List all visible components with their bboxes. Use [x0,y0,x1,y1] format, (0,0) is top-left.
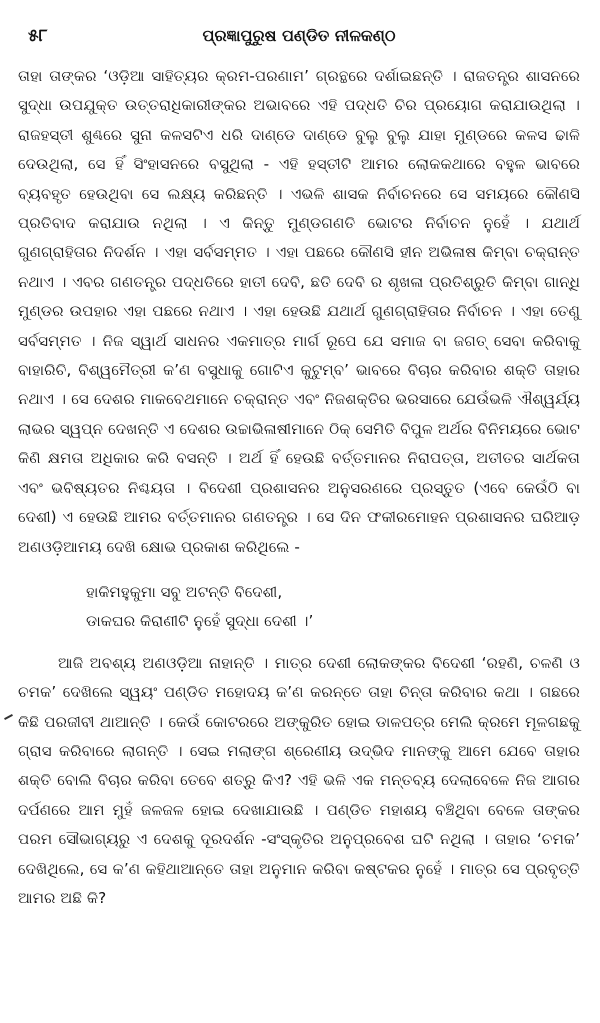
body-text [18,62,580,913]
running-title: ପ୍ରଜ୍ଞାପୁରୁଷ ପଣ୍ଡିତ ନୀଳକଣ୍ଠ [202,26,396,45]
page-header [18,22,580,54]
verse-line: ଡାକଘର କିରାଣୀଟି ନୁହେଁ ସୁଦ୍ଧା ଦେଶୀ ।’ [86,612,314,631]
quoted-verse [18,578,580,637]
paragraph: ତାହା ତାଙ୍କର ‘ଓଡ଼ିଆ ସାହିତ୍ୟର କ୍ରମ-ପରଣାମ’ ଗ୍ରନ୍ଥରେ ଦର୍ଶାଇଛନ୍ତି । ରାଜତନ୍ତ୍ର ଶାସନରେ ସୁଦ୍ଧା ଉପଯୁକ୍ତ ଉତ୍ତରାଧିକାରୀଙ୍କର ଅଭାବରେ ଏହି ପଦ୍ଧତି ଚିର ପ୍ରୟୋଗ କରାଯାଉଥିଲା । ରାଜହସ୍ତୀ ଶୁଣ୍ଢରେ ସୁନା କଳସଟିଏ ଧରି ଦାଣ୍ଡେ ଦାଣ୍ଡେ ବୁଲୁ ବୁଲୁ ଯାହା ମୁଣ୍ଡରେ କଳସ ଢାଳି ଦେଉଥିଲା, ସେ ହିଁ ସିଂହାସନରେ ବସୁଥିଲା - ଏହି ହସ୍ତୀଟି ଆମର ଲୋକକଥାରେ ବହୁଳ ଭାବରେ ବ୍ୟବହୃତ ହେଉଥିବା ସେ ଲକ୍ଷ୍ୟ କରିଛନ୍ତି । ଏଭଳି ଶାସକ ନିର୍ବାଚନରେ ସେ ସମୟରେ କୌଣସି ପ୍ରତିବାଦ କରାଯାଉ ନଥିଲା । ଏ କିନ୍ତୁ ମୁଣ୍ଡଗଣତି ଭୋଟର ନିର୍ବାଚନ ନୁହେଁ । ଯଥାର୍ଥ ଗୁଣଗ୍ରାହିତାର ନିଦର୍ଶନ । ଏହା ସର୍ବସମ୍ମତ । ଏହା ପଛରେ କୌଣସି ହୀନ ଅଭିଳାଷ କିମ୍ବା ଚକ୍ରାନ୍ତ ନଥାଏ । ଏବର ଗଣତନ୍ତ୍ର ପଦ୍ଧତିରେ ହାତୀ ଦେବି, ଛତି ଦେବି ର ଶୃଖଳା ପ୍ରତିଶ୍ରୁତି କିମ୍ବା ଗାନ୍ଧି ମୁଣ୍ଡର ଉପହାର ଏହା ପଛରେ ନଥାଏ । ଏହା ହେଉଛି ଯଥାର୍ଥ ଗୁଣଗ୍ରାହିତାର ନିର୍ବାଚନ । ଏହା ତେଣୁ ସର୍ବସମ୍ମତ । ନିଜ ସ୍ୱାର୍ଥ ସାଧନର ଏକମାତ୍ର ମାର୍ଗ ରୂପେ ଯେ ସମାଜ ବା ଜଗତ୍ ସେବା କରିବାକୁ ବାହାରିଚି, ବିଶ୍ୱମୈତ୍ରୀ କ’ଣ ବସୁଧାକୁ ଗୋଟିଏ କୁଟୁମ୍ବ’ ଭାବରେ ବିଚାର କରିବାର ଶକ୍ତି ତାହାର ନଥାଏ । ସେ ଦେଶର ମାକବେଥମାନେ ଚକ୍ରାନ୍ତ ଏବଂ ନିଜଶକ୍ତିର ଭରସାରେ ଯେଉଁଭଳି ଐଶ୍ୱର୍ଯ୍ୟ ଲାଭର ସ୍ୱପ୍ନ ଦେଖନ୍ତି ଏ ଦେଶର ଉଚ୍ଚାଭିଳାଷୀମାନେ ଠିକ୍ ସେମିତି ବିପୁଳ ଅର୍ଥର ବିନିମୟରେ ଭୋଟ କିଣି କ୍ଷମତା ଅଧିକାର କରି ବସନ୍ତି । ଅର୍ଥ ହିଁ ହେଉଛି ବର୍ତ୍ତମାନର ନିରାପତ୍ତା, ଅତୀତର ସାର୍ଥକତା ଏବଂ ଭବିଷ୍ୟତର ନିଶ୍ଚୟତା । ବିଦେଶୀ ପ୍ରଶାସନର ଅନୁସରଣରେ ପ୍ରସ୍ତୁତ (ଏବେ କେଉଁଠି ବା ଦେଶୀ) ଏ ହେଉଛି ଆମର ବର୍ତ୍ତମାନର ଗଣତନ୍ତ୍ର । ସେ ଦିନ ଫକୀରମୋହନ ପ୍ରଶାସନର ଘରିଆଡ଼ ଅଣଓଡ଼ିଆମୟ ଦେଖି କ୍ଷୋଭ ପ୍ରକାଶ କରିଥିଲେ - [18,67,580,556]
page-number: ୫୮ [28,26,48,46]
margin-mark [4,714,13,720]
paragraph: ଆଜି ଅବଶ୍ୟ ଅଣଓଡ଼ିଆ ନାହାନ୍ତି । ମାତ୍ର ଦେଶୀ ଲୋକଙ୍କର ବିଦେଶୀ ‘ରହଣି, ଚଳଣି ଓ ଚମକ’ ଦେଖିଲେ ସ୍ୱୟଂ ପଣ୍ଡିତ ମହୋଦୟ କ’ଣ କରନ୍ତେ ତାହା ଚିନ୍ତା କରିବାର କଥା । ଗଛରେ କିଛି ପରଜୀବୀ ଥାଆନ୍ତି । କେଉଁ କୋଟରରେ ଅଙ୍କୁରିତ ହୋଇ ଡାଳପତ୍ର ମେଲି କ୍ରମେ ମୂଳଗଛକୁ ଗ୍ରାସ କରିବାରେ ଲାଗନ୍ତି । ସେଇ ମଲାଙ୍ଗ ଶ୍ରେଣୀୟ ଉଦ୍ଭିଦ ମାନଙ୍କୁ ଆମେ ଯେବେ ତାହାର ଶକ୍ତି ବୋଲି ବିଚାର କରିବା ତେବେ ଶତ୍ରୁ କିଏ? ଏହି ଭଳି ଏକ ମନ୍ତବ୍ୟ ଦେଲାବେଳେ ନିଜ ଆଗର ଦର୍ପଣରେ ଆମ ମୁହଁ ଜଳଜଳ ହୋଇ ଦେଖାଯାଉଛି । ପଣ୍ଡିତ ମହାଶୟ ବଞ୍ଚିଥିବା ବେଳେ ତାଙ୍କର ପରମ ସୌଭାଗ୍ୟରୁ ଏ ଦେଶକୁ ଦୂରଦର୍ଶନ -ସଂସ୍କୃତିର ଅନୁପ୍ରବେଶ ଘଟି ନଥିଲା । ତାହାର ‘ଚମକ’ ଦେଖିଥିଲେ, ସେ କ’ଣ କହିଥାଆନ୍ତେ ତାହା ଅନୁମାନ କରିବା କଷ୍ଟକର ନୁହେଁ । ମାତ୍ର ସେ ପ୍ରବୃତ୍ତି ଆମର ଅଛି କି? [18,653,580,907]
verse-line: ହାକିମହୁକୁମା ସବୁ ଅଟନ୍ତି ବିଦେଶୀ, [86,582,283,601]
